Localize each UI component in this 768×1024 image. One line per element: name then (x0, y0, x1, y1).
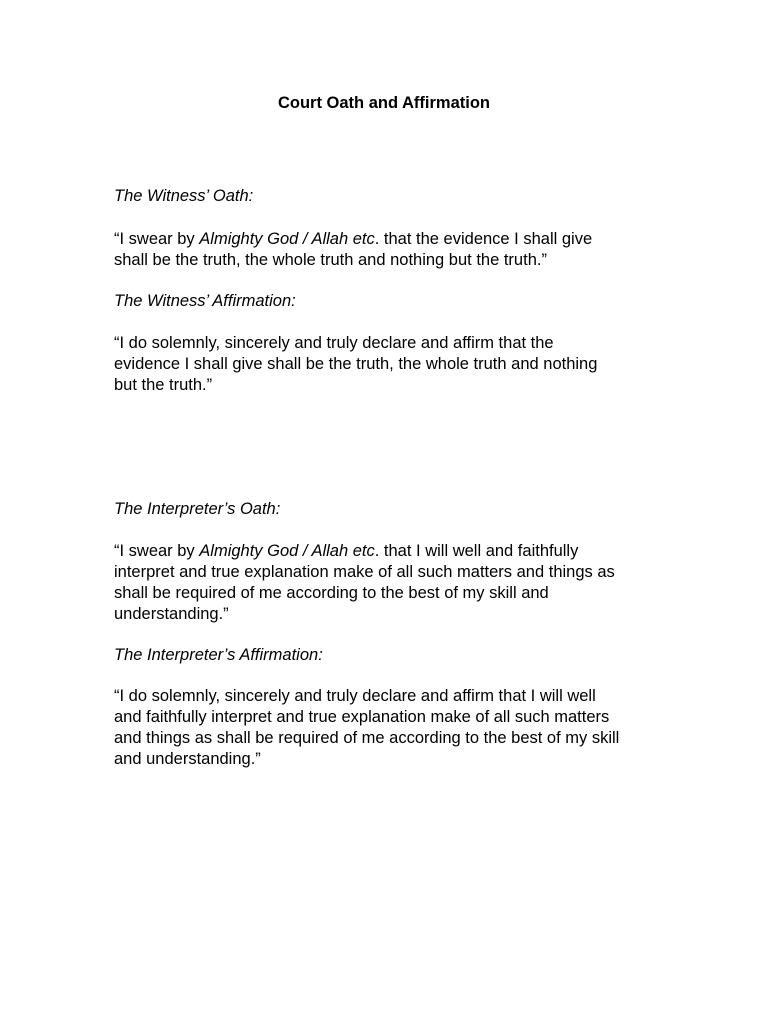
interpreter-oath-heading: The Interpreter’s Oath: (114, 500, 281, 518)
witness-oath-text-end: . that the evidence I shall give shall be the truth, the whole truth and nothing but the truth.” (114, 230, 593, 269)
witness-oath-text (114, 229, 674, 271)
interpreter-oath-text-end: . that I will well and faithfully interpret and true explanation make of all such matters and things as shall be required of me according to the best of my skill and understanding.” (114, 542, 615, 623)
witness-oath-deity: Almighty God / Allah etc (199, 230, 375, 248)
interpreter-oath-deity: Almighty God / Allah etc (199, 542, 375, 560)
witness-oath-text-start: “I swear by (114, 230, 200, 248)
interpreter-oath-text-start: “I swear by (114, 542, 200, 560)
witness-oath-heading: The Witness’ Oath: (114, 187, 254, 205)
document-title: Court Oath and Affirmation (277, 94, 491, 112)
interpreter-affirmation-text: “I do solemnly, sincerely and truly declare and affirm that I will well and faithfully interpret and true explanation make of all such matters and things as shall be required of me according to the best of my skill and understanding.” (114, 687, 620, 768)
witness-affirmation-heading: The Witness’ Affirmation: (114, 292, 296, 310)
witness-affirmation-text: “I do solemnly, sincerely and truly declare and affirm that the evidence I shall give shall be the truth, the whole truth and nothing but the truth.” (114, 334, 598, 394)
interpreter-affirmation-heading: The Interpreter’s Affirmation: (114, 646, 323, 664)
interpreter-oath-text (114, 541, 674, 625)
